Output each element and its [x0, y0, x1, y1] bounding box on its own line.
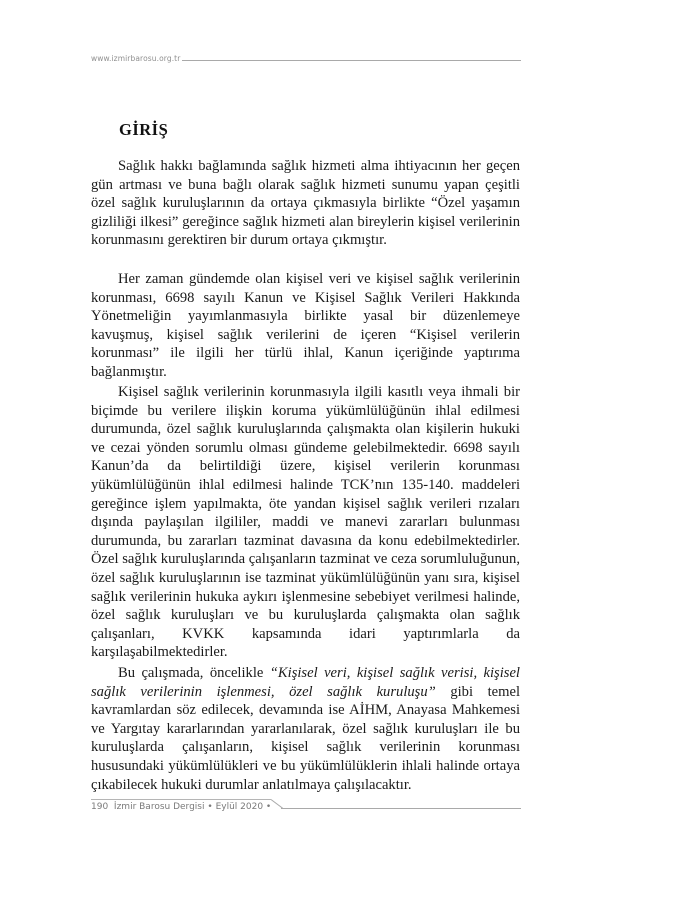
header-rule [179, 60, 521, 61]
paragraph-3: Kişisel sağlık verilerinin korunmasıyla ilgili kasıtlı veya ihmali bir biçimde bu verilere ilişkin koruma yükümlülüğünün ihlal edilmesi durumunda, özel sağlık kuruluşlarında çalışmakta olan kişilerin hukuki ve cezai yönden sorumlu olması gündeme gelebilmektedir. 6698 sayılı Kanun’da da belirtildiği üzere, kişisel verilerin korunması yükümlülüğünün ihlal edilmesi halinde TCK’nın 135-140. maddeleri gereğince işlem yapılmakta, öte yandan kişisel sağlık verileri rızaları dışında paylaşılan ilgililer, maddi ve manevi zararları bulunması durumunda, bu zararları tazminat davasına da konu edebilmektedirler. Özel sağlık kuruluşlarında çalışanların tazminat ve ceza sorumluluğunun, özel sağlık kuruluşlarının ise tazminat yükümlülüğünün yanı sıra, kişisel sağlık verilerinin hukuka aykırı işlenmesine sebebiyet verilmesi halinde, özel sağlık kuruluşları ve bu kuruluşlarda çalışmakta olan sağlık çalışanları, KVKK kapsamında idari yaptırımlarla da karşılaşabilmektedirler. [91, 384, 520, 661]
page-header [91, 52, 521, 66]
footer-rule [281, 808, 521, 809]
footer-text [91, 800, 271, 814]
footer-separator: • [265, 802, 272, 812]
paragraph-4-quoted-concepts: “Kişisel veri, kişisel sağlık verisi, kişisel sağlık verilerinin işlenmesi, özel sağlık kuruluşu” [91, 665, 520, 700]
paragraph-4-intro: Bu çalışmada, öncelikle [118, 665, 270, 681]
header-url: www.izmirbarosu.org.tr [91, 52, 182, 66]
section-heading: GİRİŞ [119, 120, 169, 139]
page-number: 190 [91, 802, 109, 812]
footer-separator: • [207, 802, 213, 812]
paragraph-4-rest: gibi temel kavramlardan söz edilecek, devamında ise AİHM, Anayasa Mahkemesi ve Yargıtay kararlarından yararlanılarak, özel sağlık kuruluşları ile bu kuruluşlarda çalışanların, kişisel sağlık verilerinin korunması hususundaki yükümlülükleri ve bu yükümlülüklerin ihlali halinde ortaya çıkabilecek hukuki durumlar anlatılmaya çalışılacaktır. [91, 683, 520, 793]
paragraph-4 [91, 664, 520, 794]
paragraph-2: Her zaman gündemde olan kişisel veri ve kişisel sağlık verilerinin korunması, 6698 sayılı Kanun ve Kişisel Sağlık Verileri Hakkında Yönetmeliğin yayımlanmasıyla birlikte yasal bir düzenlemeye kavuşmuş, kişisel sağlık verilerini de içeren “Kişisel verilerin korunması” ile ilgili her türlü ihlal, Kanun içeriğinde yaptırıma bağlanmıştır. [91, 271, 520, 380]
paragraph-1: Sağlık hakkı bağlamında sağlık hizmeti alma ihtiyacının her geçen gün artması ve buna bağlı olarak sağlık hizmeti sunumu yapan çeşitli özel sağlık kuruluşlarının da ortaya çıkmasıyla birlikte “Özel yaşamın gizliliği ilkesi” gereğince sağlık hizmeti alan bireylerin kişisel verilerinin korunmasını gerektiren bir durum ortaya çıkmıştır. [91, 158, 520, 249]
page-footer [91, 800, 521, 818]
issue-date: Eylül 2020 [215, 802, 264, 812]
journal-name: İzmir Barosu Dergisi [113, 802, 205, 812]
